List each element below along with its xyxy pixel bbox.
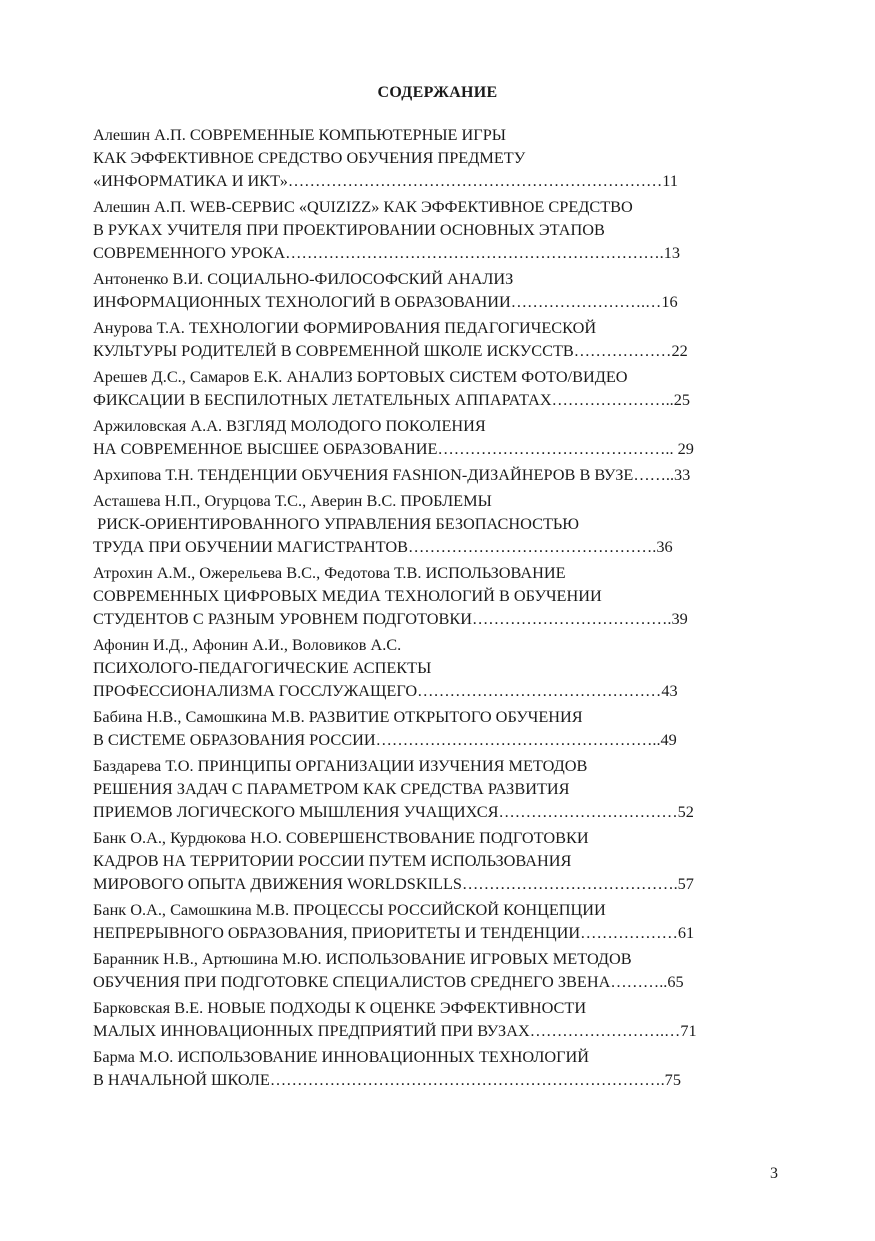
toc-entry-line: «ИНФОРМАТИКА И ИКТ»……………………………………………………………11 bbox=[93, 171, 678, 190]
toc-entry-line: КУЛЬТУРЫ РОДИТЕЛЕЙ В СОВРЕМЕННОЙ ШКОЛЕ ИСКУССТВ………………22 bbox=[93, 341, 688, 360]
toc-entry-line: Барма М.О. ИСПОЛЬЗОВАНИЕ ИННОВАЦИОННЫХ ТЕХНОЛОГИЙ bbox=[93, 1047, 590, 1066]
toc-entry-line: ПРОФЕССИОНАЛИЗМА ГОССЛУЖАЩЕГО………………………………………43 bbox=[93, 681, 678, 700]
toc-entry bbox=[93, 267, 748, 313]
toc-entry bbox=[93, 1045, 748, 1091]
toc-entry-line: Банк О.А., Самошкина М.В. ПРОЦЕССЫ РОССИЙСКОЙ КОНЦЕПЦИИ bbox=[93, 900, 606, 919]
toc-entry-line: В РУКАХ УЧИТЕЛЯ ПРИ ПРОЕКТИРОВАНИИ ОСНОВНЫХ ЭТАПОВ bbox=[93, 220, 605, 239]
toc-entry-line: В НАЧАЛЬНОЙ ШКОЛЕ……………………………………………………………….75 bbox=[93, 1070, 681, 1089]
toc-entry-line: НЕПРЕРЫВНОГО ОБРАЗОВАНИЯ, ПРИОРИТЕТЫ И ТЕНДЕНЦИИ………………61 bbox=[93, 923, 695, 942]
toc-entry-line: Бабина Н.В., Самошкина М.В. РАЗВИТИЕ ОТКРЫТОГО ОБУЧЕНИЯ bbox=[93, 707, 583, 726]
toc-entry bbox=[93, 316, 748, 362]
toc-entry-line: Аржиловская А.А. ВЗГЛЯД МОЛОДОГО ПОКОЛЕНИЯ bbox=[93, 416, 486, 435]
toc-entry bbox=[93, 826, 748, 895]
table-of-contents bbox=[93, 123, 748, 1094]
toc-entry-line: Атрохин А.М., Ожерельева В.С., Федотова Т.В. ИСПОЛЬЗОВАНИЕ bbox=[93, 563, 566, 582]
toc-entry-line: МИРОВОГО ОПЫТА ДВИЖЕНИЯ WORLDSKILLS………………………………….57 bbox=[93, 874, 694, 893]
toc-entry-line: ИНФОРМАЦИОННЫХ ТЕХНОЛОГИЙ В ОБРАЗОВАНИИ…………………….…16 bbox=[93, 292, 678, 311]
toc-entry-line: Анурова Т.А. ТЕХНОЛОГИИ ФОРМИРОВАНИЯ ПЕДАГОГИЧЕСКОЙ bbox=[93, 318, 597, 337]
toc-entry-line: ФИКСАЦИИ В БЕСПИЛОТНЫХ ЛЕТАТЕЛЬНЫХ АППАРАТАХ…………………..25 bbox=[93, 390, 691, 409]
toc-entry-line: Баранник Н.В., Артюшина М.Ю. ИСПОЛЬЗОВАНИЕ ИГРОВЫХ МЕТОДОВ bbox=[93, 949, 632, 968]
toc-entry-line: В СИСТЕМЕ ОБРАЗОВАНИЯ РОССИИ……………………………………………..49 bbox=[93, 730, 677, 749]
toc-entry-line: ТРУДА ПРИ ОБУЧЕНИИ МАГИСТРАНТОВ……………………………………….36 bbox=[93, 537, 673, 556]
toc-entry bbox=[93, 996, 748, 1042]
toc-entry bbox=[93, 561, 748, 630]
toc-entry-line: СОВРЕМЕННЫХ ЦИФРОВЫХ МЕДИА ТЕХНОЛОГИЙ В ОБУЧЕНИИ bbox=[93, 586, 602, 605]
toc-entry-line: ПСИХОЛОГО-ПЕДАГОГИЧЕСКИЕ АСПЕКТЫ bbox=[93, 658, 432, 677]
toc-entry-line: Асташева Н.П., Огурцова Т.С., Аверин В.С. ПРОБЛЕМЫ bbox=[93, 491, 492, 510]
toc-entry bbox=[93, 705, 748, 751]
toc-entry bbox=[93, 898, 748, 944]
toc-entry-line: КАК ЭФФЕКТИВНОЕ СРЕДСТВО ОБУЧЕНИЯ ПРЕДМЕТУ bbox=[93, 148, 526, 167]
toc-entry-line: Антоненко В.И. СОЦИАЛЬНО-ФИЛОСОФСКИЙ АНАЛИЗ bbox=[93, 269, 514, 288]
toc-entry bbox=[93, 633, 748, 702]
toc-entry-line: ПРИЕМОВ ЛОГИЧЕСКОГО МЫШЛЕНИЯ УЧАЩИХСЯ……………………………52 bbox=[93, 802, 694, 821]
toc-entry-line: КАДРОВ НА ТЕРРИТОРИИ РОССИИ ПУТЕМ ИСПОЛЬЗОВАНИЯ bbox=[93, 851, 572, 870]
toc-entry-line: Барковская В.Е. НОВЫЕ ПОДХОДЫ К ОЦЕНКЕ ЭФФЕКТИВНОСТИ bbox=[93, 998, 587, 1017]
toc-entry-line: ОБУЧЕНИЯ ПРИ ПОДГОТОВКЕ СПЕЦИАЛИСТОВ СРЕДНЕГО ЗВЕНА………..65 bbox=[93, 972, 684, 991]
toc-entry bbox=[93, 123, 748, 192]
toc-entry-line: СТУДЕНТОВ С РАЗНЫМ УРОВНЕМ ПОДГОТОВКИ……………………………….39 bbox=[93, 609, 688, 628]
toc-entry-line: Афонин И.Д., Афонин А.И., Воловиков А.С. bbox=[93, 635, 402, 654]
toc-entry-line: СОВРЕМЕННОГО УРОКА…………………………………………………………….13 bbox=[93, 243, 680, 262]
toc-heading: СОДЕРЖАНИЕ bbox=[377, 84, 498, 101]
toc-entry-line: Арешев Д.С., Самаров Е.К. АНАЛИЗ БОРТОВЫХ СИСТЕМ ФОТО/ВИДЕО bbox=[93, 367, 628, 386]
toc-entry-line: Банк О.А., Курдюкова Н.О. СОВЕРШЕНСТВОВАНИЕ ПОДГОТОВКИ bbox=[93, 828, 589, 847]
toc-entry-line: МАЛЫХ ИННОВАЦИОННЫХ ПРЕДПРИЯТИЙ ПРИ ВУЗАХ…………………….…71 bbox=[93, 1021, 697, 1040]
toc-entry-line: Алешин А.П. СОВРЕМЕННЫЕ КОМПЬЮТЕРНЫЕ ИГРЫ bbox=[93, 125, 506, 144]
toc-entry-line: НА СОВРЕМЕННОЕ ВЫСШЕЕ ОБРАЗОВАНИЕ…………………………………….. 29 bbox=[93, 439, 694, 458]
toc-entry-line: РЕШЕНИЯ ЗАДАЧ С ПАРАМЕТРОМ КАК СРЕДСТВА РАЗВИТИЯ bbox=[93, 779, 570, 798]
toc-entry-line: Архипова Т.Н. ТЕНДЕНЦИИ ОБУЧЕНИЯ FASHION-ДИЗАЙНЕРОВ В ВУЗЕ……..33 bbox=[93, 465, 691, 484]
toc-entry bbox=[93, 463, 748, 486]
toc-entry bbox=[93, 489, 748, 558]
toc-entry bbox=[93, 365, 748, 411]
page-number: 3 bbox=[770, 1165, 778, 1182]
toc-entry-line: Алешин А.П. WEB-СЕРВИС «QUIZIZZ» КАК ЭФФЕКТИВНОЕ СРЕДСТВО bbox=[93, 197, 633, 216]
toc-entry-line: Баздарева Т.О. ПРИНЦИПЫ ОРГАНИЗАЦИИ ИЗУЧЕНИЯ МЕТОДОВ bbox=[93, 756, 588, 775]
toc-entry bbox=[93, 414, 748, 460]
toc-entry bbox=[93, 754, 748, 823]
toc-entry bbox=[93, 947, 748, 993]
toc-entry-line: РИСК-ОРИЕНТИРОВАННОГО УПРАВЛЕНИЯ БЕЗОПАСНОСТЬЮ bbox=[93, 514, 579, 533]
toc-entry bbox=[93, 195, 748, 264]
